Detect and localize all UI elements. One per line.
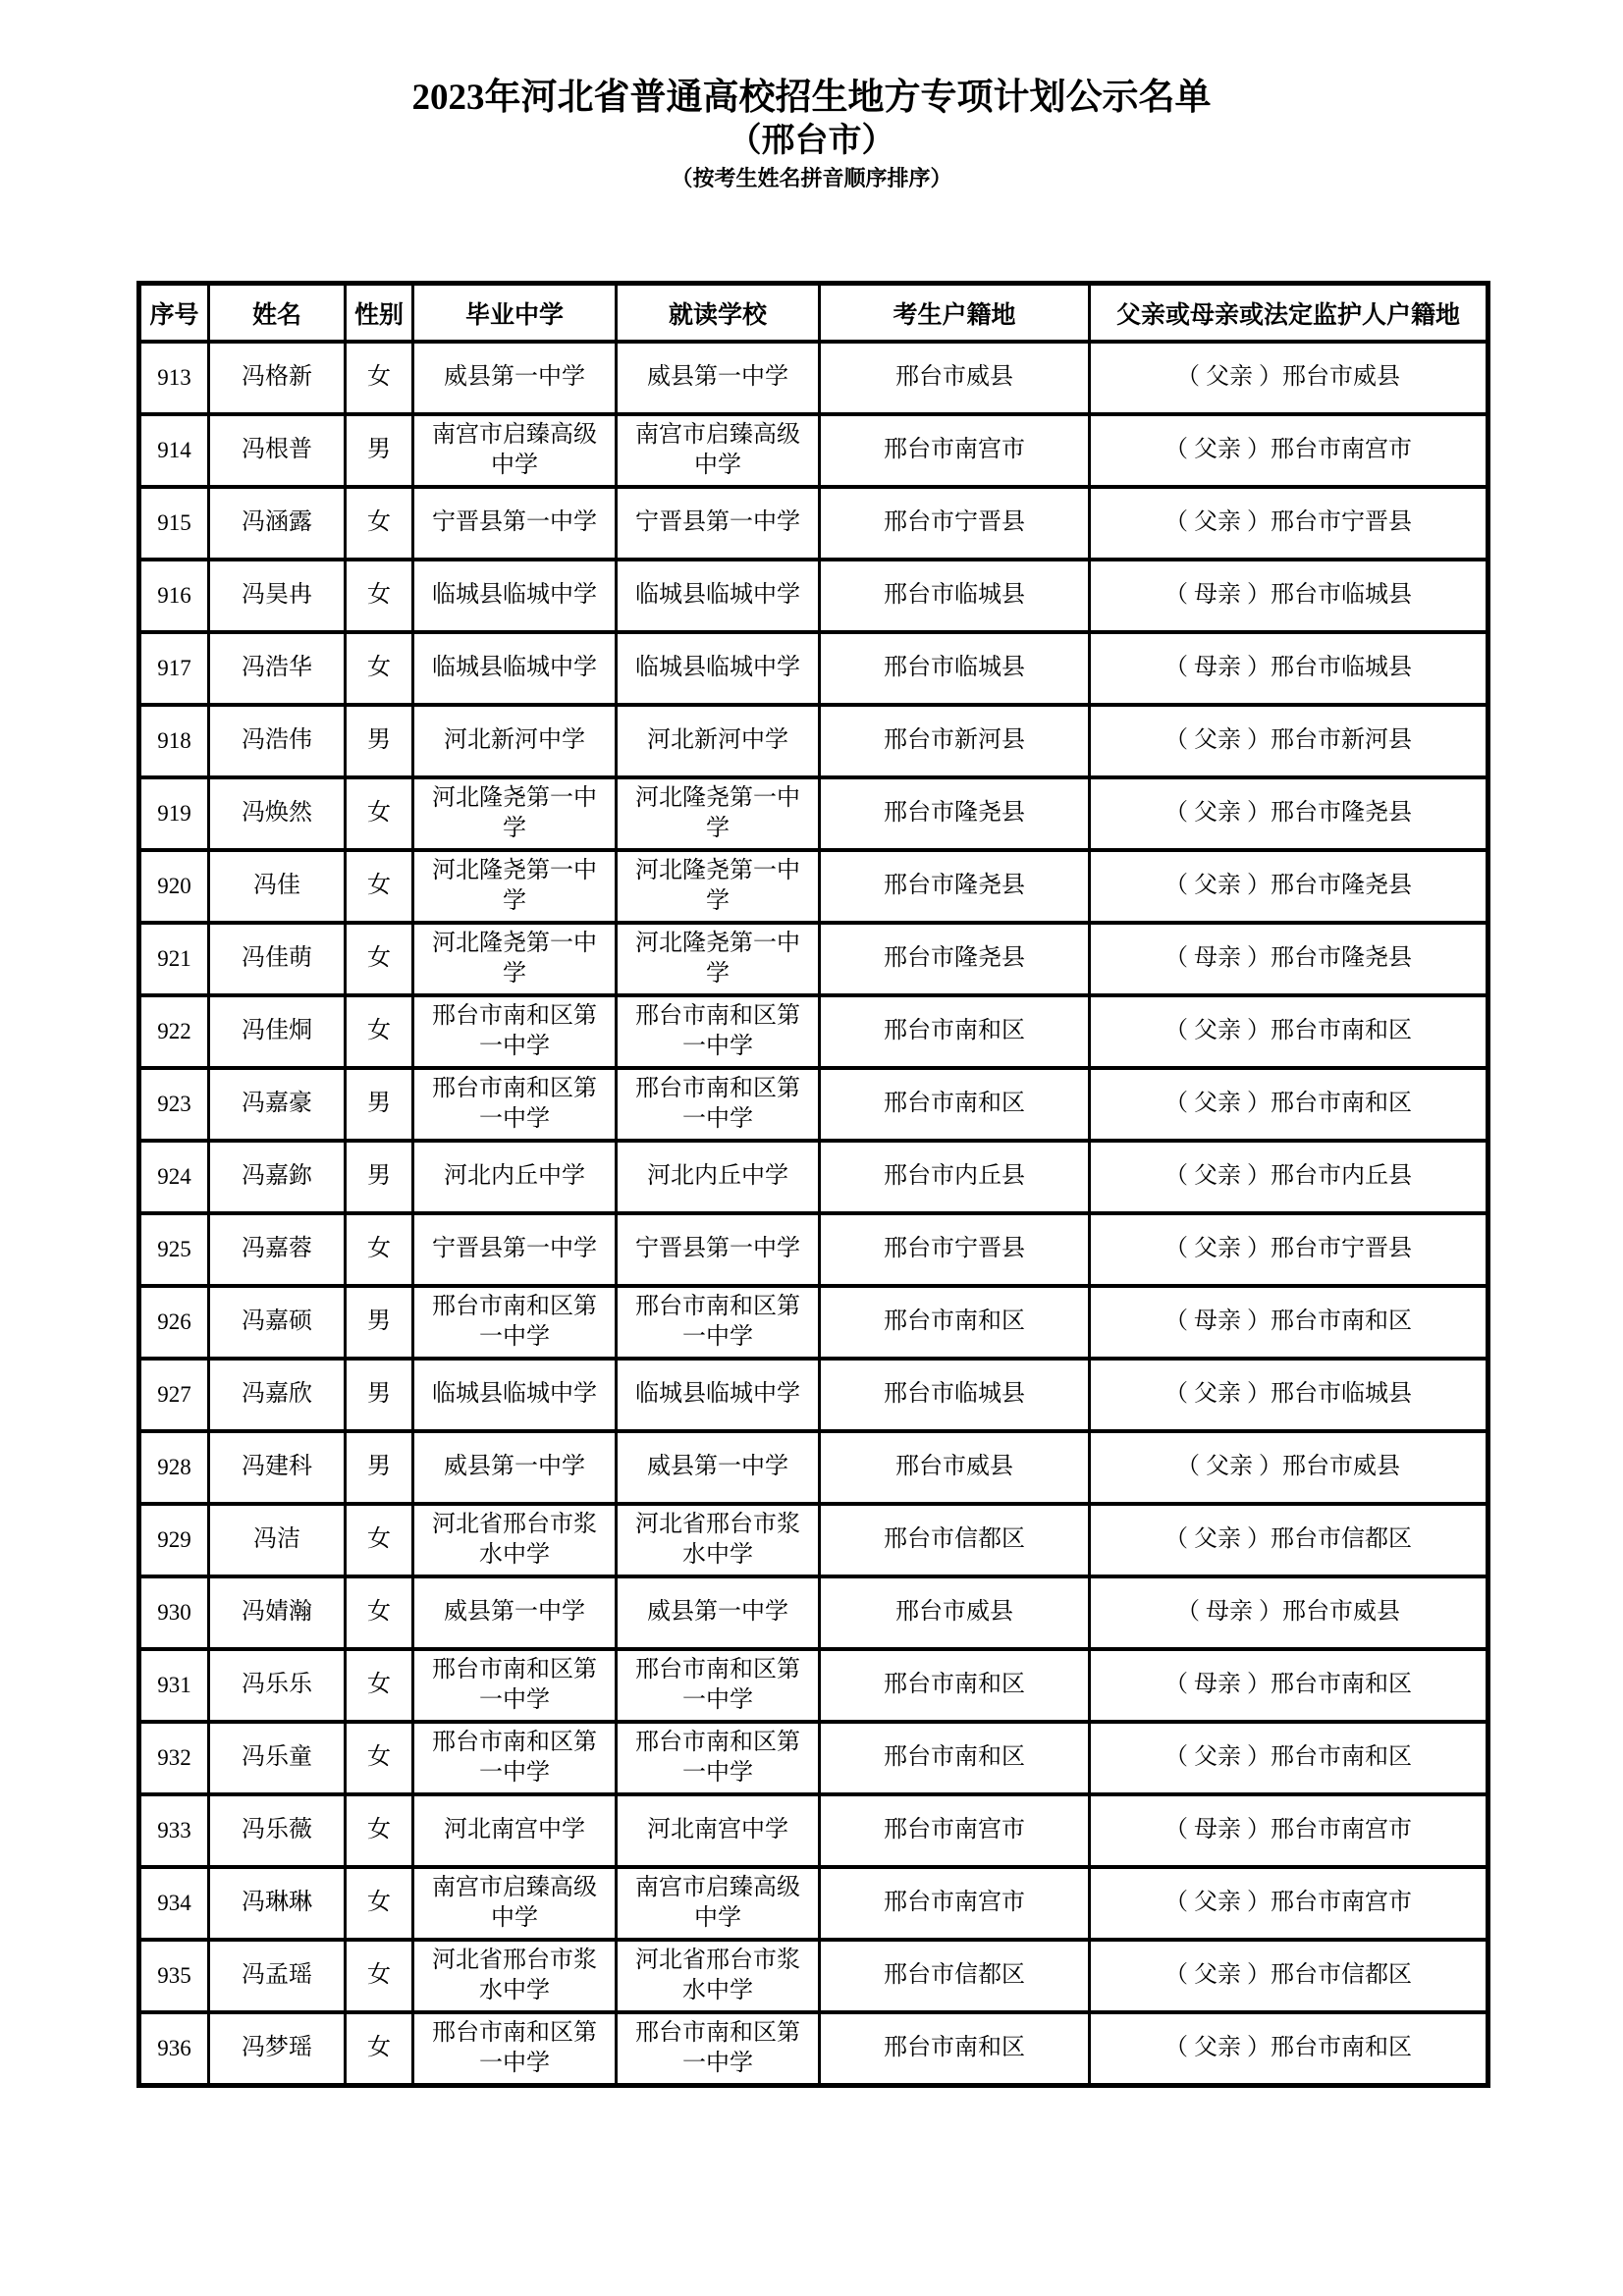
cell-guardian-registration: （ 母亲 ）邢台市南和区 — [1090, 1649, 1488, 1722]
cell-gender: 女 — [346, 923, 413, 995]
cell-guardian-registration: （ 母亲 ）邢台市威县 — [1090, 1576, 1488, 1649]
cell-gender: 女 — [346, 1867, 413, 1940]
cell-gender: 女 — [346, 995, 413, 1068]
cell-serial-number: 922 — [139, 995, 209, 1068]
cell-student-name: 冯佳 — [209, 850, 346, 923]
cell-candidate-registration: 邢台市隆尧县 — [820, 923, 1090, 995]
table-row — [139, 342, 1488, 414]
cell-gender: 男 — [346, 1068, 413, 1141]
cell-attending-school: 宁晋县第一中学 — [617, 487, 820, 560]
cell-gender: 女 — [346, 1576, 413, 1649]
cell-guardian-registration: （ 母亲 ）邢台市隆尧县 — [1090, 923, 1488, 995]
cell-student-name: 冯乐薇 — [209, 1794, 346, 1867]
table-row — [139, 414, 1488, 487]
cell-attending-school: 邢台市南和区第一中学 — [617, 1722, 820, 1794]
cell-guardian-registration: （ 母亲 ）邢台市南和区 — [1090, 1286, 1488, 1359]
cell-student-name: 冯嘉欣 — [209, 1359, 346, 1431]
cell-attending-school: 河北隆尧第一中学 — [617, 777, 820, 850]
table-header-cell: 毕业中学 — [413, 284, 617, 343]
cell-guardian-registration: （ 父亲 ）邢台市信都区 — [1090, 1504, 1488, 1576]
cell-attending-school: 临城县临城中学 — [617, 560, 820, 632]
cell-student-name: 冯格新 — [209, 342, 346, 414]
table-row — [139, 632, 1488, 705]
cell-attending-school: 威县第一中学 — [617, 1576, 820, 1649]
cell-serial-number: 925 — [139, 1213, 209, 1286]
cell-gender: 女 — [346, 1940, 413, 2012]
cell-serial-number: 930 — [139, 1576, 209, 1649]
table-row — [139, 1286, 1488, 1359]
cell-gender: 男 — [346, 705, 413, 777]
cell-serial-number: 929 — [139, 1504, 209, 1576]
cell-gender: 女 — [346, 2012, 413, 2086]
cell-attending-school: 邢台市南和区第一中学 — [617, 995, 820, 1068]
cell-student-name: 冯洁 — [209, 1504, 346, 1576]
cell-attending-school: 南宫市启臻高级中学 — [617, 414, 820, 487]
table-row — [139, 1649, 1488, 1722]
cell-gender: 男 — [346, 1141, 413, 1213]
cell-student-name: 冯佳烔 — [209, 995, 346, 1068]
table-header-cell: 考生户籍地 — [820, 284, 1090, 343]
table-row — [139, 560, 1488, 632]
cell-attending-school: 邢台市南和区第一中学 — [617, 1286, 820, 1359]
table-row — [139, 1794, 1488, 1867]
cell-student-name: 冯婧瀚 — [209, 1576, 346, 1649]
cell-attending-school: 临城县临城中学 — [617, 1359, 820, 1431]
cell-candidate-registration: 邢台市南和区 — [820, 1649, 1090, 1722]
cell-serial-number: 920 — [139, 850, 209, 923]
cell-serial-number: 927 — [139, 1359, 209, 1431]
page-subtitle-city: （邢台市） — [728, 123, 895, 160]
cell-graduation-school: 临城县临城中学 — [413, 1359, 617, 1431]
cell-attending-school: 邢台市南和区第一中学 — [617, 1649, 820, 1722]
cell-graduation-school: 威县第一中学 — [413, 1431, 617, 1504]
table-row — [139, 777, 1488, 850]
table-row — [139, 2012, 1488, 2086]
cell-guardian-registration: （ 父亲 ）邢台市信都区 — [1090, 1940, 1488, 2012]
cell-guardian-registration: （ 父亲 ）邢台市威县 — [1090, 342, 1488, 414]
cell-attending-school: 南宫市启臻高级中学 — [617, 1867, 820, 1940]
cell-candidate-registration: 邢台市信都区 — [820, 1940, 1090, 2012]
cell-student-name: 冯乐童 — [209, 1722, 346, 1794]
table-header-cell: 性别 — [346, 284, 413, 343]
table-row — [139, 1141, 1488, 1213]
cell-candidate-registration: 邢台市信都区 — [820, 1504, 1090, 1576]
cell-candidate-registration: 邢台市新河县 — [820, 705, 1090, 777]
cell-graduation-school: 南宫市启臻高级中学 — [413, 1867, 617, 1940]
cell-serial-number: 928 — [139, 1431, 209, 1504]
cell-candidate-registration: 邢台市南宫市 — [820, 414, 1090, 487]
cell-attending-school: 河北省邢台市浆水中学 — [617, 1504, 820, 1576]
cell-candidate-registration: 邢台市临城县 — [820, 560, 1090, 632]
cell-student-name: 冯根普 — [209, 414, 346, 487]
cell-student-name: 冯嘉鉨 — [209, 1141, 346, 1213]
cell-candidate-registration: 邢台市威县 — [820, 342, 1090, 414]
cell-serial-number: 932 — [139, 1722, 209, 1794]
cell-student-name: 冯涵露 — [209, 487, 346, 560]
cell-gender: 女 — [346, 1504, 413, 1576]
cell-gender: 女 — [346, 487, 413, 560]
table-row — [139, 995, 1488, 1068]
cell-graduation-school: 南宫市启臻高级中学 — [413, 414, 617, 487]
cell-gender: 男 — [346, 1431, 413, 1504]
cell-serial-number: 913 — [139, 342, 209, 414]
cell-serial-number: 916 — [139, 560, 209, 632]
table-header-cell: 姓名 — [209, 284, 346, 343]
cell-serial-number: 931 — [139, 1649, 209, 1722]
cell-candidate-registration: 邢台市南和区 — [820, 1722, 1090, 1794]
table-row — [139, 705, 1488, 777]
cell-gender: 女 — [346, 1794, 413, 1867]
cell-graduation-school: 邢台市南和区第一中学 — [413, 1068, 617, 1141]
cell-student-name: 冯嘉蓉 — [209, 1213, 346, 1286]
cell-guardian-registration: （ 母亲 ）邢台市临城县 — [1090, 632, 1488, 705]
cell-guardian-registration: （ 父亲 ）邢台市南和区 — [1090, 2012, 1488, 2086]
table-row — [139, 1068, 1488, 1141]
cell-serial-number: 933 — [139, 1794, 209, 1867]
cell-graduation-school: 河北隆尧第一中学 — [413, 923, 617, 995]
cell-graduation-school: 临城县临城中学 — [413, 560, 617, 632]
cell-serial-number: 914 — [139, 414, 209, 487]
table-header-cell: 就读学校 — [617, 284, 820, 343]
page-title: 2023年河北省普通高校招生地方专项计划公示名单 — [411, 78, 1212, 118]
cell-guardian-registration: （ 父亲 ）邢台市隆尧县 — [1090, 777, 1488, 850]
cell-guardian-registration: （ 父亲 ）邢台市内丘县 — [1090, 1141, 1488, 1213]
cell-student-name: 冯浩伟 — [209, 705, 346, 777]
cell-student-name: 冯梦瑶 — [209, 2012, 346, 2086]
cell-guardian-registration: （ 父亲 ）邢台市临城县 — [1090, 1359, 1488, 1431]
cell-graduation-school: 河北新河中学 — [413, 705, 617, 777]
table-row — [139, 487, 1488, 560]
cell-graduation-school: 威县第一中学 — [413, 1576, 617, 1649]
cell-serial-number: 934 — [139, 1867, 209, 1940]
cell-gender: 女 — [346, 632, 413, 705]
table-row — [139, 1431, 1488, 1504]
table-row — [139, 1576, 1488, 1649]
cell-gender: 女 — [346, 1722, 413, 1794]
page-sort-note: （按考生姓名拼音顺序排序） — [671, 166, 952, 191]
cell-candidate-registration: 邢台市宁晋县 — [820, 1213, 1090, 1286]
cell-guardian-registration: （ 父亲 ）邢台市宁晋县 — [1090, 1213, 1488, 1286]
cell-guardian-registration: （ 母亲 ）邢台市南宫市 — [1090, 1794, 1488, 1867]
cell-attending-school: 河北隆尧第一中学 — [617, 850, 820, 923]
cell-candidate-registration: 邢台市隆尧县 — [820, 777, 1090, 850]
cell-student-name: 冯孟瑶 — [209, 1940, 346, 2012]
cell-guardian-registration: （ 父亲 ）邢台市南和区 — [1090, 995, 1488, 1068]
cell-graduation-school: 河北隆尧第一中学 — [413, 850, 617, 923]
table-header-row — [139, 284, 1488, 343]
cell-guardian-registration: （ 父亲 ）邢台市威县 — [1090, 1431, 1488, 1504]
cell-serial-number: 915 — [139, 487, 209, 560]
cell-attending-school: 威县第一中学 — [617, 342, 820, 414]
cell-candidate-registration: 邢台市南宫市 — [820, 1867, 1090, 1940]
cell-serial-number: 935 — [139, 1940, 209, 2012]
cell-student-name: 冯浩华 — [209, 632, 346, 705]
cell-candidate-registration: 邢台市南宫市 — [820, 1794, 1090, 1867]
cell-student-name: 冯嘉豪 — [209, 1068, 346, 1141]
cell-candidate-registration: 邢台市临城县 — [820, 632, 1090, 705]
cell-graduation-school: 威县第一中学 — [413, 342, 617, 414]
cell-candidate-registration: 邢台市南和区 — [820, 1068, 1090, 1141]
cell-gender: 女 — [346, 777, 413, 850]
table-row — [139, 1867, 1488, 1940]
cell-candidate-registration: 邢台市隆尧县 — [820, 850, 1090, 923]
table-row — [139, 850, 1488, 923]
cell-gender: 女 — [346, 1649, 413, 1722]
table-row — [139, 1213, 1488, 1286]
cell-serial-number: 921 — [139, 923, 209, 995]
cell-serial-number: 918 — [139, 705, 209, 777]
cell-student-name: 冯乐乐 — [209, 1649, 346, 1722]
cell-gender: 女 — [346, 342, 413, 414]
cell-serial-number: 923 — [139, 1068, 209, 1141]
cell-gender: 男 — [346, 1286, 413, 1359]
cell-guardian-registration: （ 父亲 ）邢台市宁晋县 — [1090, 487, 1488, 560]
cell-graduation-school: 邢台市南和区第一中学 — [413, 1722, 617, 1794]
title-block — [0, 77, 1623, 192]
cell-graduation-school: 邢台市南和区第一中学 — [413, 1286, 617, 1359]
cell-student-name: 冯建科 — [209, 1431, 346, 1504]
cell-guardian-registration: （ 父亲 ）邢台市南和区 — [1090, 1722, 1488, 1794]
cell-guardian-registration: （ 父亲 ）邢台市南和区 — [1090, 1068, 1488, 1141]
cell-graduation-school: 邢台市南和区第一中学 — [413, 995, 617, 1068]
cell-guardian-registration: （ 母亲 ）邢台市临城县 — [1090, 560, 1488, 632]
cell-graduation-school: 宁晋县第一中学 — [413, 487, 617, 560]
cell-gender: 男 — [346, 1359, 413, 1431]
cell-attending-school: 邢台市南和区第一中学 — [617, 1068, 820, 1141]
cell-candidate-registration: 邢台市南和区 — [820, 995, 1090, 1068]
roster-table — [136, 281, 1490, 2088]
cell-candidate-registration: 邢台市威县 — [820, 1431, 1090, 1504]
cell-candidate-registration: 邢台市内丘县 — [820, 1141, 1090, 1213]
cell-student-name: 冯琳琳 — [209, 1867, 346, 1940]
cell-attending-school: 河北内丘中学 — [617, 1141, 820, 1213]
cell-attending-school: 邢台市南和区第一中学 — [617, 2012, 820, 2086]
cell-graduation-school: 邢台市南和区第一中学 — [413, 1649, 617, 1722]
cell-gender: 女 — [346, 850, 413, 923]
cell-serial-number: 936 — [139, 2012, 209, 2086]
cell-serial-number: 924 — [139, 1141, 209, 1213]
cell-gender: 女 — [346, 560, 413, 632]
cell-graduation-school: 河北南宫中学 — [413, 1794, 617, 1867]
cell-candidate-registration: 邢台市宁晋县 — [820, 487, 1090, 560]
cell-candidate-registration: 邢台市临城县 — [820, 1359, 1090, 1431]
cell-guardian-registration: （ 父亲 ）邢台市新河县 — [1090, 705, 1488, 777]
cell-guardian-registration: （ 父亲 ）邢台市南宫市 — [1090, 414, 1488, 487]
cell-gender: 男 — [346, 414, 413, 487]
table-row — [139, 1940, 1488, 2012]
cell-attending-school: 河北隆尧第一中学 — [617, 923, 820, 995]
cell-student-name: 冯焕然 — [209, 777, 346, 850]
cell-graduation-school: 河北内丘中学 — [413, 1141, 617, 1213]
cell-guardian-registration: （ 父亲 ）邢台市南宫市 — [1090, 1867, 1488, 1940]
cell-student-name: 冯佳萌 — [209, 923, 346, 995]
table-header-cell: 父亲或母亲或法定监护人户籍地 — [1090, 284, 1488, 343]
cell-serial-number: 917 — [139, 632, 209, 705]
cell-serial-number: 919 — [139, 777, 209, 850]
cell-candidate-registration: 邢台市威县 — [820, 1576, 1090, 1649]
cell-graduation-school: 河北省邢台市浆水中学 — [413, 1504, 617, 1576]
table-row — [139, 1504, 1488, 1576]
cell-attending-school: 临城县临城中学 — [617, 632, 820, 705]
cell-graduation-school: 邢台市南和区第一中学 — [413, 2012, 617, 2086]
cell-attending-school: 河北新河中学 — [617, 705, 820, 777]
cell-attending-school: 宁晋县第一中学 — [617, 1213, 820, 1286]
cell-student-name: 冯昊冉 — [209, 560, 346, 632]
cell-graduation-school: 宁晋县第一中学 — [413, 1213, 617, 1286]
table-row — [139, 923, 1488, 995]
cell-attending-school: 河北省邢台市浆水中学 — [617, 1940, 820, 2012]
cell-candidate-registration: 邢台市南和区 — [820, 2012, 1090, 2086]
cell-student-name: 冯嘉硕 — [209, 1286, 346, 1359]
cell-candidate-registration: 邢台市南和区 — [820, 1286, 1090, 1359]
table-row — [139, 1359, 1488, 1431]
cell-serial-number: 926 — [139, 1286, 209, 1359]
cell-graduation-school: 临城县临城中学 — [413, 632, 617, 705]
cell-guardian-registration: （ 父亲 ）邢台市隆尧县 — [1090, 850, 1488, 923]
cell-attending-school: 河北南宫中学 — [617, 1794, 820, 1867]
table-row — [139, 1722, 1488, 1794]
cell-graduation-school: 河北隆尧第一中学 — [413, 777, 617, 850]
cell-attending-school: 威县第一中学 — [617, 1431, 820, 1504]
cell-gender: 女 — [346, 1213, 413, 1286]
table-header-cell: 序号 — [139, 284, 209, 343]
cell-graduation-school: 河北省邢台市浆水中学 — [413, 1940, 617, 2012]
